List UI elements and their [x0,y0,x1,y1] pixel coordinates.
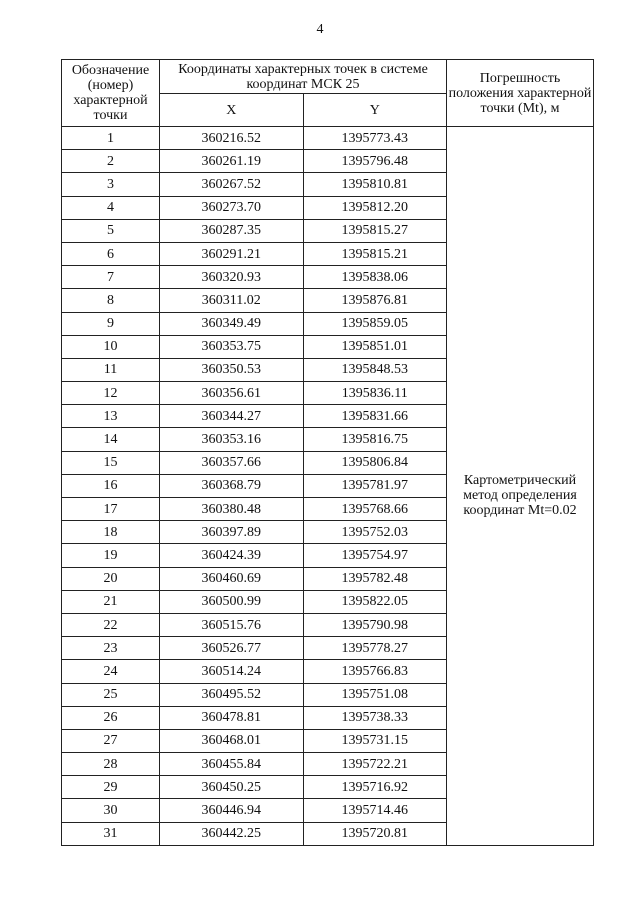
x-coordinate-cell: 360320.93 [160,266,304,289]
x-coordinate-cell: 360446.94 [160,799,304,822]
x-coordinate-cell: 360357.66 [160,451,304,474]
x-coordinate-cell: 360291.21 [160,242,304,265]
x-coordinate-cell: 360261.19 [160,150,304,173]
point-number-cell: 28 [62,753,160,776]
x-coordinate-cell: 360495.52 [160,683,304,706]
y-coordinate-cell: 1395714.46 [303,799,447,822]
x-coordinate-cell: 360514.24 [160,660,304,683]
y-coordinate-cell: 1395752.03 [303,521,447,544]
table-row [62,127,594,150]
point-number-cell: 4 [62,196,160,219]
y-coordinate-cell: 1395816.75 [303,428,447,451]
point-number-cell: 9 [62,312,160,335]
y-coordinate-cell: 1395859.05 [303,312,447,335]
y-coordinate-cell: 1395851.01 [303,335,447,358]
x-coordinate-cell: 360455.84 [160,753,304,776]
header-point-number: Обозначение (номер) характерной точки [62,60,160,127]
x-coordinate-cell: 360273.70 [160,196,304,219]
y-coordinate-cell: 1395720.81 [303,822,447,845]
point-number-cell: 6 [62,242,160,265]
y-coordinate-cell: 1395731.15 [303,729,447,752]
point-number-cell: 16 [62,474,160,497]
x-coordinate-cell: 360353.16 [160,428,304,451]
point-number-cell: 20 [62,567,160,590]
y-coordinate-cell: 1395806.84 [303,451,447,474]
point-number-cell: 7 [62,266,160,289]
x-coordinate-cell: 360424.39 [160,544,304,567]
x-coordinate-cell: 360287.35 [160,219,304,242]
y-coordinate-cell: 1395751.08 [303,683,447,706]
y-coordinate-cell: 1395812.20 [303,196,447,219]
y-coordinate-cell: 1395738.33 [303,706,447,729]
y-coordinate-cell: 1395778.27 [303,637,447,660]
y-coordinate-cell: 1395781.97 [303,474,447,497]
y-coordinate-cell: 1395796.48 [303,150,447,173]
y-coordinate-cell: 1395782.48 [303,567,447,590]
y-coordinate-cell: 1395810.81 [303,173,447,196]
header-error: Погрешность положения характерной точки (Mt), м [447,60,594,127]
point-number-cell: 31 [62,822,160,845]
y-coordinate-cell: 1395836.11 [303,382,447,405]
x-coordinate-cell: 360350.53 [160,358,304,381]
y-coordinate-cell: 1395754.97 [303,544,447,567]
x-coordinate-cell: 360442.25 [160,822,304,845]
x-coordinate-cell: 360515.76 [160,613,304,636]
point-number-cell: 18 [62,521,160,544]
point-number-cell: 25 [62,683,160,706]
x-coordinate-cell: 360380.48 [160,498,304,521]
x-coordinate-cell: 360311.02 [160,289,304,312]
error-method-cell: Картометрический метод определения координат Mt=0.02 [447,127,594,846]
x-coordinate-cell: 360368.79 [160,474,304,497]
point-number-cell: 30 [62,799,160,822]
x-coordinate-cell: 360397.89 [160,521,304,544]
x-coordinate-cell: 360356.61 [160,382,304,405]
point-number-cell: 8 [62,289,160,312]
y-coordinate-cell: 1395722.21 [303,753,447,776]
x-coordinate-cell: 360500.99 [160,590,304,613]
x-coordinate-cell: 360460.69 [160,567,304,590]
y-coordinate-cell: 1395815.27 [303,219,447,242]
header-y: Y [303,94,447,127]
x-coordinate-cell: 360216.52 [160,127,304,150]
y-coordinate-cell: 1395822.05 [303,590,447,613]
point-number-cell: 10 [62,335,160,358]
y-coordinate-cell: 1395773.43 [303,127,447,150]
page-number: 4 [316,22,324,37]
y-coordinate-cell: 1395831.66 [303,405,447,428]
point-number-cell: 23 [62,637,160,660]
y-coordinate-cell: 1395716.92 [303,776,447,799]
coordinates-table [61,59,594,846]
point-number-cell: 21 [62,590,160,613]
y-coordinate-cell: 1395815.21 [303,242,447,265]
point-number-cell: 11 [62,358,160,381]
x-coordinate-cell: 360353.75 [160,335,304,358]
point-number-cell: 22 [62,613,160,636]
point-number-cell: 29 [62,776,160,799]
x-coordinate-cell: 360526.77 [160,637,304,660]
header-x: X [160,94,304,127]
point-number-cell: 13 [62,405,160,428]
x-coordinate-cell: 360349.49 [160,312,304,335]
point-number-cell: 26 [62,706,160,729]
y-coordinate-cell: 1395768.66 [303,498,447,521]
point-number-cell: 3 [62,173,160,196]
point-number-cell: 1 [62,127,160,150]
table-header-row [62,60,594,94]
point-number-cell: 24 [62,660,160,683]
x-coordinate-cell: 360450.25 [160,776,304,799]
point-number-cell: 5 [62,219,160,242]
point-number-cell: 14 [62,428,160,451]
point-number-cell: 15 [62,451,160,474]
y-coordinate-cell: 1395848.53 [303,358,447,381]
x-coordinate-cell: 360468.01 [160,729,304,752]
x-coordinate-cell: 360478.81 [160,706,304,729]
x-coordinate-cell: 360267.52 [160,173,304,196]
y-coordinate-cell: 1395790.98 [303,613,447,636]
point-number-cell: 19 [62,544,160,567]
point-number-cell: 12 [62,382,160,405]
point-number-cell: 17 [62,498,160,521]
point-number-cell: 2 [62,150,160,173]
point-number-cell: 27 [62,729,160,752]
y-coordinate-cell: 1395838.06 [303,266,447,289]
header-coordinates: Координаты характерных точек в системе координат МСК 25 [160,60,447,94]
y-coordinate-cell: 1395766.83 [303,660,447,683]
x-coordinate-cell: 360344.27 [160,405,304,428]
table-body [62,127,594,846]
y-coordinate-cell: 1395876.81 [303,289,447,312]
